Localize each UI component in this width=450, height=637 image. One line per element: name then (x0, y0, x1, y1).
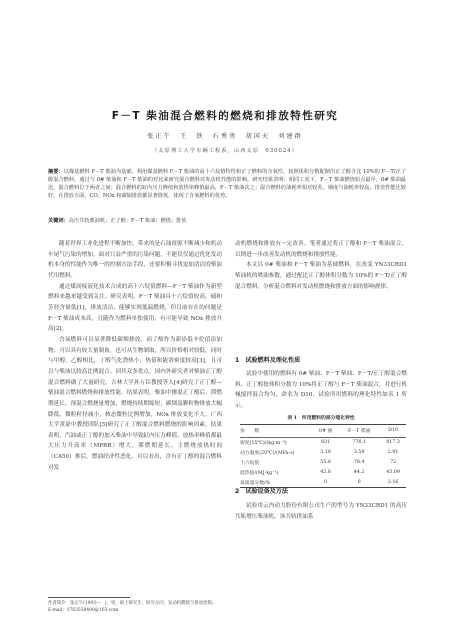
table-cell: 0 (313, 477, 338, 487)
table-cell: 43.09 (386, 469, 400, 475)
column-header: D10 (380, 425, 406, 438)
section-2-body (235, 501, 407, 522)
keywords-label: 关键词： (48, 218, 69, 224)
table-header-row (240, 425, 406, 438)
paragraph: 动机燃烧和排放有一定改善。笔者通过将正丁醇和 F－T 柴油混合，以期进一步改善发动机的燃烧和排放性能。 (235, 241, 407, 258)
paragraph: 随着世界工业化进程不断加快，带来的是石油资源不断减少和机动车尾气污染的增加。面对日益严重的污染问题，不能仅仅通过优化发动机本身的性能作为唯一的控制方法手段，还要积极寻找更加清洁的柴油代用燃料。 (48, 241, 222, 279)
footnote-divider (48, 597, 130, 598)
keywords-text: 高压共轨柴油机；正了醇；F－T 柴油；燃烧；排放 (68, 218, 187, 224)
column-header: 0# 油 (313, 425, 338, 438)
paragraph: 试验用云内动力股份有限公司生产的型号为 YN33CRD1 的高压共轨增压柴油机，该共轨供油系 (235, 503, 407, 520)
section-heading-2: 2 试验设备及方法 (235, 488, 288, 495)
author-list: 张正午 王 铁 石秀勇 胡国天 刘建群 (147, 133, 303, 140)
table-row (240, 467, 406, 477)
paragraph: 通过煤间接液化技术合成的高十六烷值燃料—F－T 柴油作为新型燃料来越来越受到关注。研究表明，F－T 柴油具十六烷值较高，硫和芳烃含量低[1]，排放清洁，能够实现低温燃烧，但目前存在的问题是 F－T 柴油成本高，且随作为燃料单独使用，有可能导致 NOx 排放升高[2]。 (48, 283, 222, 333)
column-header: F－T 柴油 (338, 425, 380, 438)
abstract-label: 摘要： (48, 169, 64, 175)
table-row (240, 458, 406, 468)
footnote-email: E-mail：1763558400@163.com (48, 608, 119, 613)
table-cell: 3.59 (353, 450, 365, 456)
table-cell: 动力黏度(20℃)/(MPa·s) (240, 451, 295, 457)
table-cell: 72 (390, 459, 397, 465)
keywords (48, 217, 406, 224)
section-1-body (235, 369, 407, 412)
table-cell: 2.91 (387, 450, 399, 456)
abstract-text: 以煤基燃料 F－T 柴油为基础，利用煤基燃料 F－T 柴油的高十六烷值特性和正了燃料的含氧性，按照体积分数配制出正了醇含比 10%的 F－T/正了醇混合燃料，通过与 0# 柴油和 F－T 柴油的对比来研究混合燃料对发动机性能的影响。研究结果表明：相同工况下，F－T 柴油燃烧始点最早，0# 柴油最迟，混合燃料位于两者之间；混合燃料的缸内压力峰值和放热率峰值最高，F－T 柴油次之；混合燃料的油耗率相对较差，烟度与油耗率较高，排放性能比较好。在排放方面，CO、NOx 和碳烟排放都显著降低，体现了含氧燃料的优势。 (48, 169, 406, 200)
paragraph: 本文以 0# 柴油和 F－T 柴油为基础燃料，在改变 YN33CRD1 柴油机的喷油参数，通过配比正丁醇体积分数为 10%的 F－T/正丁醇混合燃料，分析混合燃料对发动机燃烧和排放方面的影响规律。 (235, 262, 407, 290)
table-cell: 55.8 (320, 459, 331, 465)
footnote-author-bio: 作者简介：张正午(1993— )，男，硕士研究生；研究方向：发动机燃烧与排放控制。 (48, 601, 217, 606)
table-cell: 42.6 (320, 469, 331, 475)
table-cell: 817.3 (386, 440, 400, 446)
table-cell: 氧质量分数/% (240, 477, 313, 487)
fuel-properties-table (240, 424, 406, 488)
table-row (240, 438, 406, 448)
paragraph: 含氧燃料可以显著降低碳烟排放，而了醇作为新添低辛烷值添加物，可以具有较大量制备，也可从生物制取，所以价格相对较低。同时与甲醇、乙醇相比，丁醇气化潜热小，热值和能溶密度较高[3]，且可以与柴油以较高比例混合。因其众多优点，国内外研究者对柴油正丁醇混合燃料做了大量研究。吉林大学孙万臣教授等人[4]研究了正丁醇—柴油混合燃料燃烧和排放性能，结果表明，柴油中掺混正丁醇后，滞燃期延长，预混合燃烧量增加，燃烧持续期缩短，碳烟及颗粒物排放大幅降低，微粒粒径减小，核态微粒比例增加，NOx 排放变化不大。广西大学黄豪中教授团队[5]研究了正丁醇混合燃料燃烧的影响因素，结果表明，汽油或正丁醇的加入柴油中导致缸内压力峰值、放热率峰值都最大压力升高率（MPRR）增大，滞燃期延长，主燃烧放热时间（CA50）推后，燃油经济性恶化。可以看出，含有正丁醇的混合燃料对发 (48, 336, 222, 471)
table-caption: 表 1 所用燃料的部分理化特性 (287, 415, 355, 421)
table-cell: 776.1 (352, 440, 367, 446)
table-cell: 0 (338, 477, 380, 487)
table-cell: 78.4 (353, 459, 365, 465)
table-cell: 2.16 (380, 477, 406, 487)
author-affiliation: （太原理工大学车辆工程系，山西太原 030024） (152, 148, 298, 154)
paper-title: F－T 柴油混合燃料的燃烧和排放特性研究 (111, 110, 339, 122)
table-cell: 44.2 (353, 469, 365, 475)
table-cell: 3.18 (320, 450, 331, 456)
table-row (240, 448, 406, 458)
table-cell: 十六烷值 (240, 460, 260, 466)
table-cell: 密度(15℃)/(kg·m⁻³) (240, 441, 287, 447)
abstract (48, 168, 406, 200)
section-heading-1: 1 试验燃料及理化性质 (235, 357, 301, 364)
right-column-intro (235, 239, 407, 292)
paragraph: 试验中使用的燃料有 0# 柴油、F－T 柴油、F－T/正丁醇混合燃料，正丁醇按体积分数为 10%将正丁醇与 F－T 柴油混合，并进行机械搅拌混合均匀，命名为 D10，试验所用燃料的理化特性如表 1 所示。 (235, 371, 407, 409)
table-cell: 831 (321, 440, 331, 446)
footnote (48, 600, 406, 614)
column-header: 参 数 (240, 425, 313, 438)
table-cell: 低热值/(MJ·kg⁻¹) (240, 470, 279, 476)
left-column (48, 239, 222, 473)
